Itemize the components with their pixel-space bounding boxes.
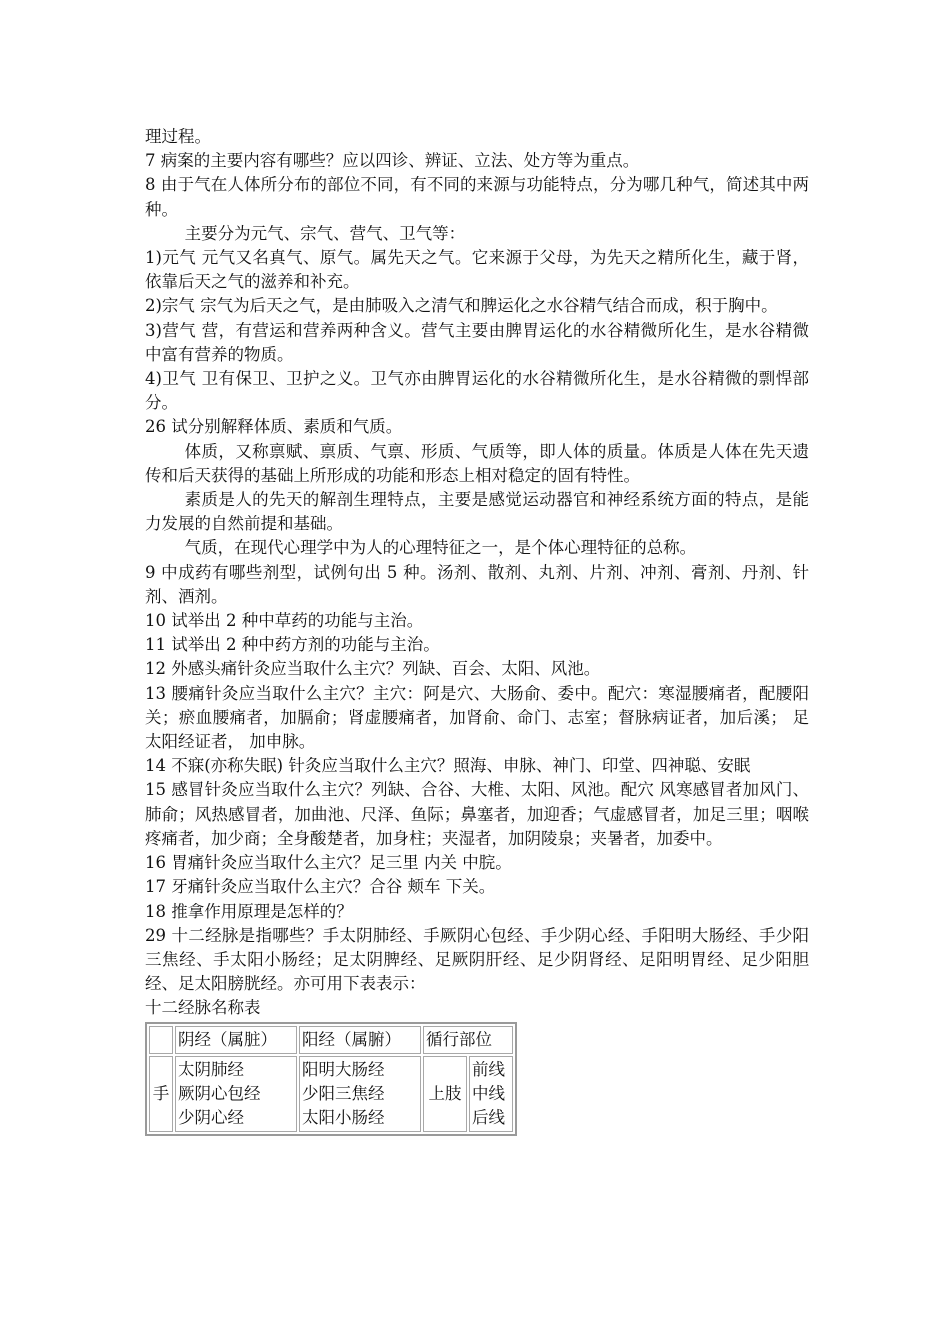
header-cell: 阳经（属腑） [299, 1026, 421, 1054]
meridian-table [145, 1022, 517, 1137]
table-row [149, 1056, 513, 1133]
paragraph: 体质，又称禀赋、禀质、气禀、形质、气质等，即人体的质量。体质是人体在先天遗传和后天获得的基础上所形成的功能和形态上相对稳定的固有特性。 [145, 441, 809, 485]
paragraph: 气质，在现代心理学中为人的心理特征之一，是个体心理特征的总称。 [184, 538, 697, 558]
course-line: 前线 [472, 1059, 505, 1079]
paragraph: 16 胃痛针灸应当取什么主穴？足三里 内关 中脘。 [145, 853, 512, 873]
paragraph: 素质是人的先天的解剖生理特点，主要是感觉运动器官和神经系统方面的特点，是能力发展的自然前提和基础。 [145, 490, 809, 534]
yin-meridian: 太阴肺经 [178, 1059, 244, 1079]
header-cell: 循行部位 [423, 1026, 513, 1054]
paragraph: 17 牙痛针灸应当取什么主穴？合谷 颊车 下关。 [145, 877, 496, 897]
header-cell [149, 1026, 173, 1054]
limb-cell: 手 [149, 1056, 173, 1133]
paragraph: 14 不寐(亦称失眠) 针灸应当取什么主穴？照海、申脉、神门、印堂、四神聪、安眠 [145, 756, 751, 776]
yin-meridian: 厥阴心包经 [178, 1083, 261, 1103]
paragraph: 主要分为元气、宗气、营气、卫气等： [184, 223, 466, 243]
course-line: 后线 [472, 1108, 505, 1128]
yang-meridians-cell [299, 1056, 421, 1133]
paragraph: 3)营气 营，有营运和营养两种含义。营气主要由脾胃运化的水谷精微所化生，是水谷精微中富有营养的物质。 [145, 320, 809, 364]
yang-meridian: 太阳小肠经 [302, 1108, 385, 1128]
yin-meridian: 少阴心经 [178, 1108, 244, 1128]
region-cell: 上肢 [423, 1056, 467, 1133]
document-page [145, 125, 809, 1136]
course-line: 中线 [472, 1083, 505, 1103]
paragraph: 26 试分别解释体质、素质和气质。 [145, 417, 403, 437]
table-header-row [149, 1026, 513, 1054]
paragraph: 8 由于气在人体所分布的部位不同，有不同的来源与功能特点，分为哪几种气，简述其中两种。 [145, 175, 809, 219]
paragraph: 15 感冒针灸应当取什么主穴？列缺、合谷、大椎、太阳、风池。配穴 风寒感冒者加风门、肺俞；风热感冒者，加曲池、尺泽、鱼际；鼻塞者，加迎香；气虚感冒者，加足三里；咽喉疼痛者，加少商；全身酸楚者，加身柱；夹湿者，加阴陵泉；夹暑者，加委中。 [145, 780, 809, 848]
paragraph: 12 外感头痛针灸应当取什么主穴？列缺、百会、太阳、风池。 [145, 659, 601, 679]
paragraph: 7 病案的主要内容有哪些？应以四诊、辨证、立法、处方等为重点。 [145, 151, 640, 171]
yang-meridian: 少阳三焦经 [302, 1083, 385, 1103]
paragraph: 29 十二经脉是指哪些？手太阴肺经、手厥阴心包经、手少阴心经、手阳明大肠经、手少阳三焦经、手太阳小肠经；足太阴脾经、足厥阴肝经、足少阴肾经、足阳明胃经、足少阳胆经、足太阳膀胱经。亦可用下表表示： [145, 925, 809, 994]
paragraph: 13 腰痛针灸应当取什么主穴？主穴：阿是穴、大肠俞、委中。配穴：寒湿腰痛者，配腰阳关；瘀血腰痛者，加膈俞；肾虚腰痛者，加肾俞、命门、志室；督脉病证者，加后溪； 足太阳经证者， 加申脉。 [145, 683, 809, 752]
paragraph: 11 试举出 2 种中药方剂的功能与主治。 [145, 635, 440, 655]
yin-meridians-cell [175, 1056, 297, 1133]
paragraph: 10 试举出 2 种中草药的功能与主治。 [145, 611, 424, 631]
course-lines-cell [469, 1056, 513, 1133]
paragraph: 理过程。 [145, 127, 211, 146]
document-body [145, 125, 809, 996]
paragraph: 9 中成药有哪些剂型，试例句出 5 种。汤剂、散剂、丸剂、片剂、冲剂、膏剂、丹剂、针剂、酒剂。 [145, 562, 809, 606]
paragraph: 1)元气 元气又名真气、原气。属先天之气。它来源于父母，为先天之精所化生，藏于肾，依靠后天之气的滋养和补充。 [145, 248, 809, 292]
table-caption: 十二经脉名称表 [145, 998, 261, 1018]
paragraph: 18 推拿作用原理是怎样的？ [145, 901, 353, 921]
paragraph: 2)宗气 宗气为后天之气，是由肺吸入之清气和脾运化之水谷精气结合而成，积于胸中。 [145, 296, 778, 316]
paragraph: 4)卫气 卫有保卫、卫护之义。卫气亦由脾胃运化的水谷精微所化生，是水谷精微的剽悍部分。 [145, 369, 809, 413]
header-cell: 阴经（属脏） [175, 1026, 297, 1054]
yang-meridian: 阳明大肠经 [302, 1059, 385, 1079]
